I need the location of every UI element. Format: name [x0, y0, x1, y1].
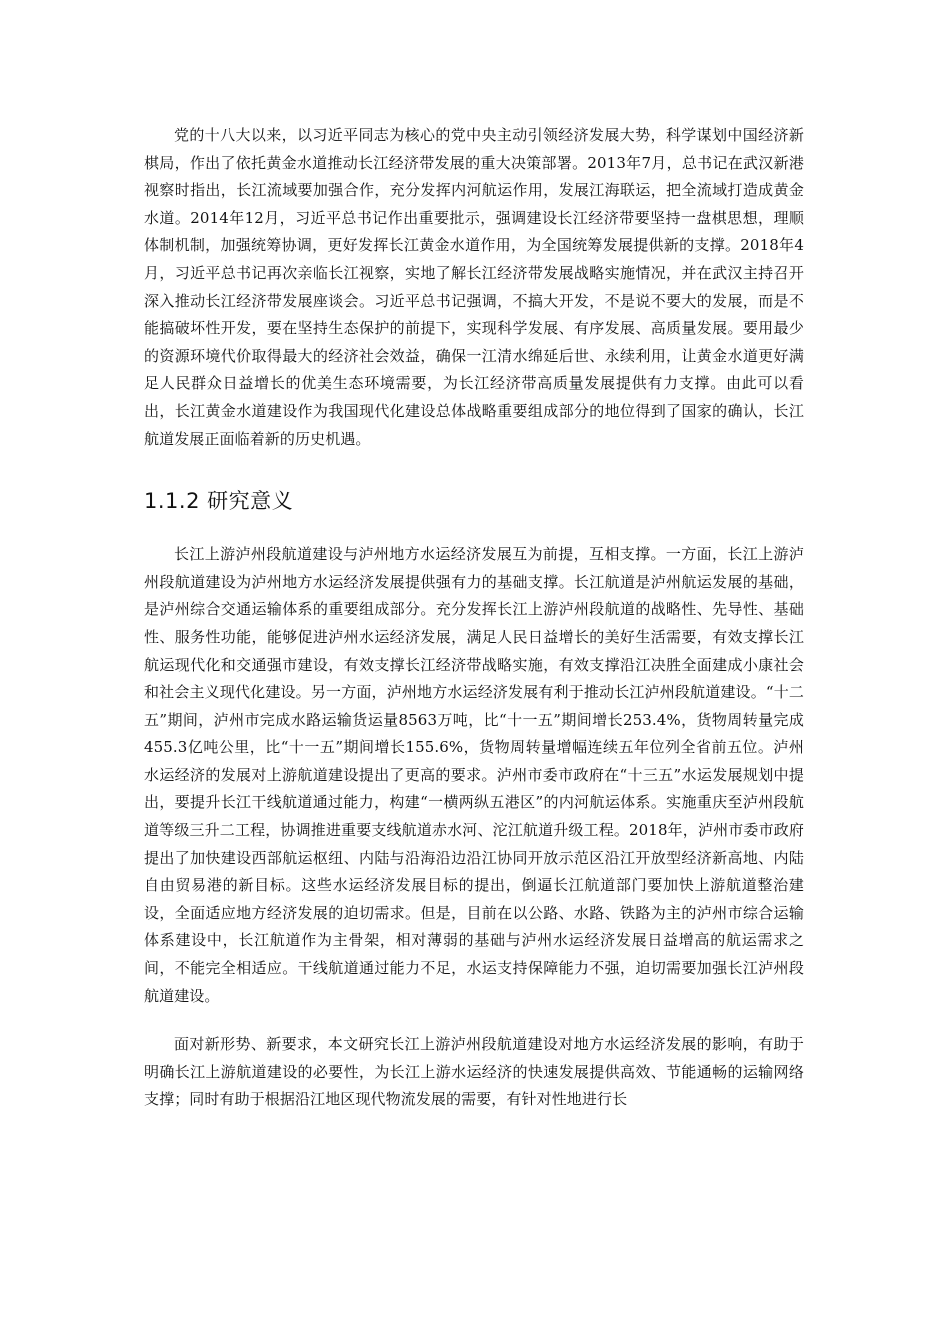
section-heading: 1.1.2 研究意义 [144, 489, 294, 514]
document-body [144, 122, 804, 1114]
paragraph-new-situation: 面对新形势、新要求，本文研究长江上游泸州段航道建设对地方水运经济发展的影响，有助于明确长江上游航道建设的必要性，为长江上游水运经济的快速发展提供高效、节能通畅的运输网络支撑；同时有助于根据沿江地区现代物流发展的需要，有针对性地进行长 [144, 1035, 804, 1109]
paragraph-significance: 长江上游泸州段航道建设与泸州地方水运经济发展互为前提，互相支撑。一方面，长江上游泸州段航道建设为泸州地方水运经济发展提供强有力的基础支撑。长江航道是泸州航运发展的基础，是泸州综合交通运输体系的重要组成部分。充分发挥长江上游泸州段航道的战略性、先导性、基础性、服务性功能，能够促进泸州水运经济发展，满足人民日益增长的美好生活需要，有效支撑长江航运现代化和交通强市建设，有效支撑长江经济带战略实施，有效支撑沿江决胜全面建成小康社会和社会主义现代化建设。另一方面，泸州地方水运经济发展有利于推动长江泸州段航道建设。“十二五”期间，泸州市完成水路运输货运量8563万吨，比“十一五”期间增长253.4%，货物周转量完成455.3亿吨公里，比“十一五”期间增长155.6%，货物周转量增幅连续五年位列全省前五位。泸州水运经济的发展对上游航道建设提出了更高的要求。泸州市委市政府在“十三五”水运发展规划中提出，要提升长江干线航道通过能力，构建“一横两纵五港区”的内河航运体系。实施重庆至泸州段航道等级三升二工程，协调推进重要支线航道赤水河、沱江航道升级工程。2018年，泸州市委市政府提出了加快建设西部航运枢纽、内陆与沿海沿边沿江协同开放示范区沿江开放型经济新高地、内陆自由贸易港的新目标。这些水运经济发展目标的提出，倒逼长江航道部门要加快上游航道整治建设，全面适应地方经济发展的迫切需求。但是，目前在以公路、水路、铁路为主的泸州市综合运输体系建设中，长江航道作为主骨架，相对薄弱的基础与泸州水运经济发展日益增高的航运需求之间，不能完全相适应。干线航道通过能力不足，水运支持保障能力不强，迫切需要加强长江泸州段航道建设。 [144, 545, 804, 1005]
paragraph-background: 党的十八大以来，以习近平同志为核心的党中央主动引领经济发展大势，科学谋划中国经济新棋局，作出了依托黄金水道推动长江经济带发展的重大决策部署。2013年7月，总书记在武汉新港视察时指出，长江流域要加强合作，充分发挥内河航运作用，发展江海联运，把全流域打造成黄金水道。2014年12月，习近平总书记作出重要批示，强调建设长江经济带要坚持一盘棋思想，理顺体制机制，加强统筹协调，更好发挥长江黄金水道作用，为全国统筹发展提供新的支撑。2018年4月，习近平总书记再次亲临长江视察，实地了解长江经济带发展战略实施情况，并在武汉主持召开深入推动长江经济带发展座谈会。习近平总书记强调，不搞大开发，不是说不要大的发展，而是不能搞破坏性开发，要在坚持生态保护的前提下，实现科学发展、有序发展、高质量发展。要用最少的资源环境代价取得最大的经济社会效益，确保一江清水绵延后世、永续利用，让黄金水道更好满足人民群众日益增长的优美生态环境需要，为长江经济带高质量发展提供有力支撑。由此可以看出，长江黄金水道建设作为我国现代化建设总体战略重要组成部分的地位得到了国家的确认，长江航道发展正面临着新的历史机遇。 [144, 126, 804, 448]
